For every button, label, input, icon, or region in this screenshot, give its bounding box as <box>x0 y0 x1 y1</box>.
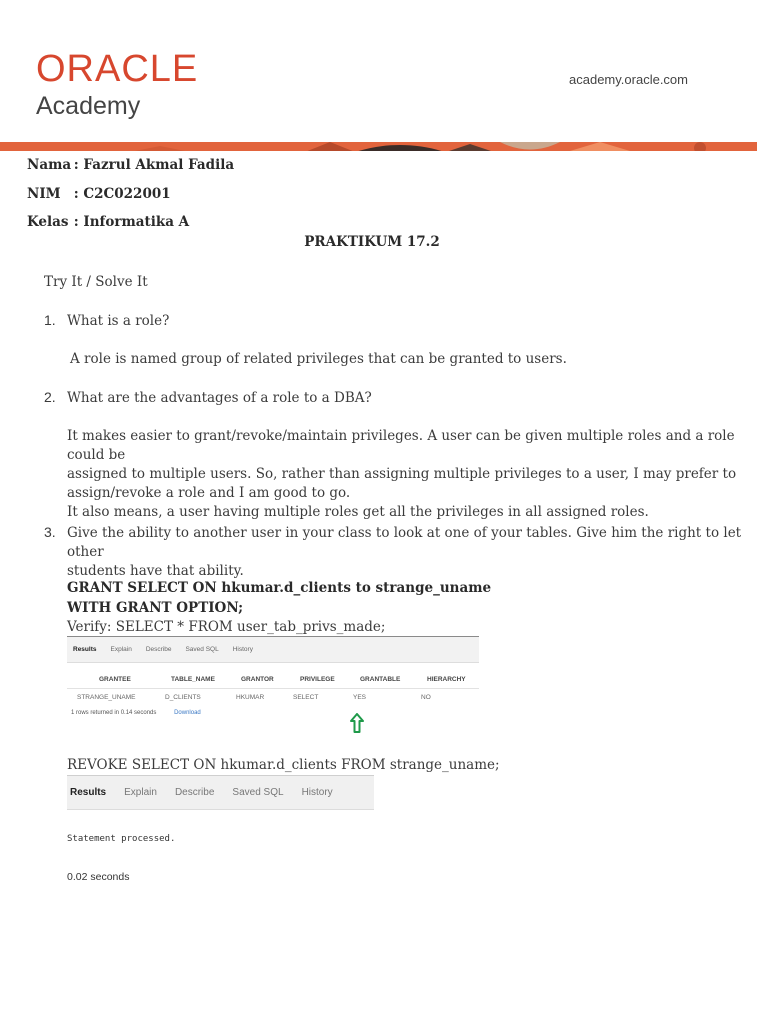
question-2-text: What are the advantages of a role to a DBA? <box>67 390 372 406</box>
table-cell: D_CLIENTS <box>165 694 201 701</box>
table-cell: SELECT <box>293 694 319 701</box>
question-line: students have that ability. <box>67 563 244 579</box>
column-header: HIERARCHY <box>427 676 466 683</box>
table-row <box>67 689 479 707</box>
revoke-result-tabs <box>67 775 374 810</box>
grant-statement-line2: WITH GRANT OPTION; <box>67 600 244 616</box>
decorative-stripe <box>0 139 757 151</box>
column-header: GRANTEE <box>99 676 131 683</box>
logo-academy-text: Academy <box>36 92 141 120</box>
answer-line: It also means, a user having multiple roles get all the privileges in all assigned roles. <box>67 504 649 520</box>
table-cell: YES <box>353 694 367 701</box>
name-label: Nama <box>27 157 72 173</box>
student-nim <box>27 186 171 202</box>
column-header: GRANTOR <box>241 676 274 683</box>
question-2-number: 2. <box>44 389 56 405</box>
column-header: GRANTABLE <box>360 676 401 683</box>
column-header: TABLE_NAME <box>171 676 215 683</box>
rows-returned-text: 1 rows returned in 0.14 seconds <box>71 710 157 716</box>
result-tabs <box>67 637 479 663</box>
page-title: PRAKTIKUM 17.2 <box>304 234 440 250</box>
table-cell: NO <box>421 694 431 701</box>
answer-line: assign/revoke a role and I am good to go. <box>67 485 351 501</box>
execution-time: 0.02 seconds <box>67 871 130 883</box>
question-line: Give the ability to another user in your class to look at one of your tables. Give him the right to let other <box>67 525 742 560</box>
grant-statement-line1: GRANT SELECT ON hkumar.d_clients to strange_uname <box>67 580 492 596</box>
class-value: : Informatika A <box>73 214 190 230</box>
answer-line: assigned to multiple users. So, rather than assigning multiple privileges to a user, I may prefer to <box>67 466 737 482</box>
student-class <box>27 214 189 230</box>
class-label: Kelas <box>27 214 69 230</box>
tab-results: Results <box>70 787 107 798</box>
column-header: PRIVILEGE <box>300 676 335 683</box>
revoke-statement: REVOKE SELECT ON hkumar.d_clients FROM strange_uname; <box>67 757 500 773</box>
question-1-answer: A role is named group of related privileges that can be granted to users. <box>70 351 567 367</box>
name-value: : Fazrul Akmal Fadila <box>73 157 235 173</box>
question-1-text: What is a role? <box>67 313 170 329</box>
verify-statement: Verify: SELECT * FROM user_tab_privs_made; <box>67 619 386 635</box>
oracle-academy-logo <box>36 50 198 122</box>
up-arrow-icon <box>350 713 364 733</box>
question-2-answer <box>67 427 768 522</box>
tab-describe: Describe <box>145 646 172 653</box>
rows-returned-footer <box>71 710 201 716</box>
nim-value: : C2C022001 <box>73 186 171 202</box>
tab-saved-sql: Saved SQL <box>185 646 219 653</box>
results-table <box>67 671 479 707</box>
question-3-text <box>67 524 768 581</box>
statement-processed-message: Statement processed. <box>67 834 176 844</box>
tab-explain: Explain <box>124 787 157 798</box>
table-cell: STRANGE_UNAME <box>77 694 136 701</box>
answer-line: It makes easier to grant/revoke/maintain privileges. A user can be given multiple roles and a role could be <box>67 428 735 463</box>
tab-history: History <box>232 646 253 653</box>
tab-results: Results <box>73 646 97 653</box>
question-1-number: 1. <box>44 312 56 328</box>
query-result-screenshot <box>67 636 479 737</box>
tab-explain: Explain <box>110 646 132 653</box>
student-name <box>27 157 234 173</box>
intro-text: Try It / Solve It <box>44 274 148 290</box>
logo-oracle-text: ORACLE <box>36 48 199 90</box>
table-header-row <box>67 671 479 689</box>
table-cell: HKUMAR <box>236 694 265 701</box>
tab-saved-sql: Saved SQL <box>232 787 284 798</box>
tab-describe: Describe <box>174 787 215 798</box>
download-link: Download <box>174 710 201 716</box>
site-url: academy.oracle.com <box>569 72 688 87</box>
nim-label: NIM <box>27 186 61 202</box>
question-3-number: 3. <box>44 524 56 540</box>
tab-history: History <box>301 787 333 798</box>
